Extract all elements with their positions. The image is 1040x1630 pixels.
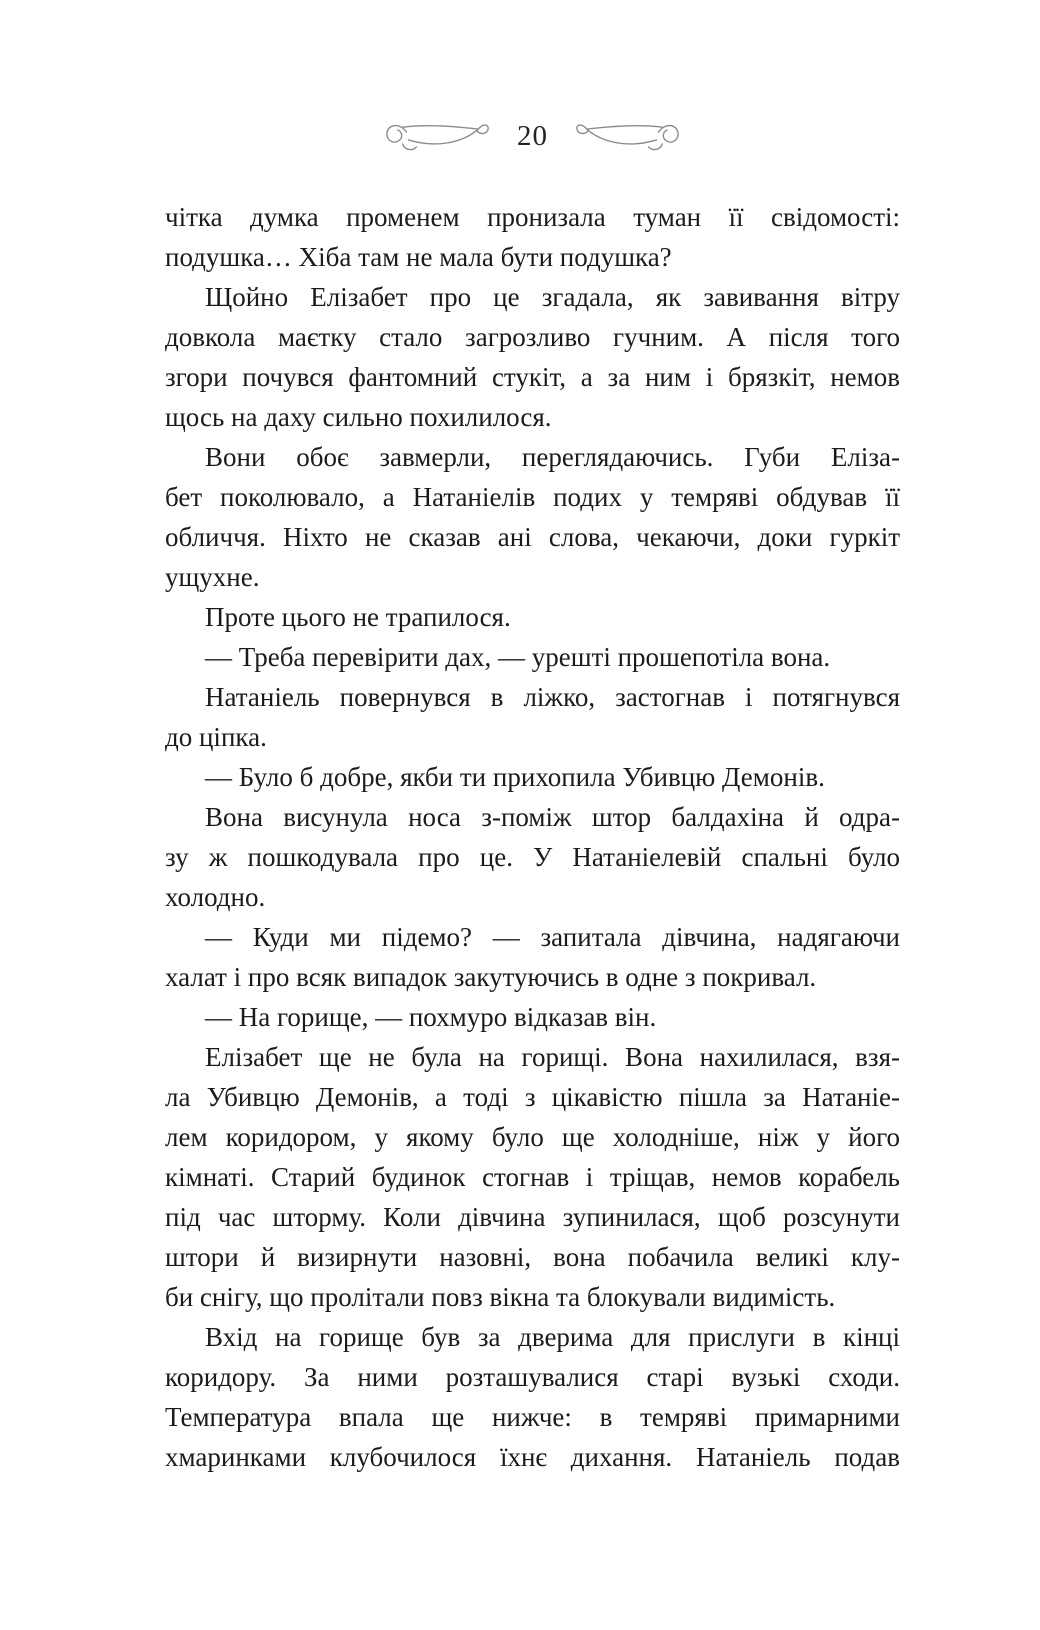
paragraph [165,437,900,597]
text-line: Натаніель повернувся в ліжко, застогнав і потягнувся [205,682,900,712]
text-line: довкола маєтку стало загрозливо гучним. А після того [165,322,900,352]
text-line: Елізабет ще не була на горищі. Вона нахилилася, взя- [205,1042,900,1072]
paragraph [165,997,900,1037]
text-line: подушка… Хіба там не мала бути подушка? [165,242,672,272]
text-line: хмаринками клубочилося їхнє дихання. Натаніель подав [165,1442,900,1472]
text-line: — Куди ми підемо? — запитала дівчина, надягаючи [205,922,900,952]
text-line: ущухне. [165,562,260,592]
text-line: штори й визирнути назовні, вона побачила великі клу- [165,1242,900,1272]
text-line: Вона висунула носа з-поміж штор балдахіна й одра- [205,802,900,832]
text-line: Щойно Елізабет про це згадала, як завивання вітру [205,282,900,312]
text-line: ла Убивцю Демонів, а тоді з цікавістю пішла за Натаніе- [165,1082,900,1112]
text-line: халат і про всяк випадок закутуючись в одне з покривал. [165,962,817,992]
paragraph [165,1317,900,1477]
page-header [165,116,900,156]
text-line: до ціпка. [165,722,267,752]
paragraph [165,197,900,277]
text-line: під час шторму. Коли дівчина зупинилася, щоб розсунути [165,1202,900,1232]
paragraph [165,677,900,757]
paragraph [165,1037,900,1317]
page-number: 20 [517,120,548,152]
flourish-left-icon [383,116,491,156]
paragraph [165,277,900,437]
text-line: коридору. За ними розташувалися старі вузькі сходи. [165,1362,900,1392]
text-line: — На горище, — похмуро відказав він. [205,1002,657,1032]
text-line: — Було б добре, якби ти прихопила Убивцю Демонів. [205,762,825,792]
paragraph [165,797,900,917]
text-line: згори почувся фантомний стукіт, а за ним і брязкіт, немов [165,362,900,392]
flourish-right-icon [574,116,682,156]
text-line: обличчя. Ніхто не сказав ані слова, чекаючи, доки гуркіт [165,522,900,552]
paragraph [165,597,900,637]
paragraph [165,917,900,997]
text-line: Проте цього не трапилося. [205,602,511,632]
text-line: Вони обоє завмерли, переглядаючись. Губи Еліза- [205,442,900,472]
text-line: би снігу, що пролітали повз вікна та блокували видимість. [165,1282,836,1312]
paragraph [165,757,900,797]
text-line: лем коридором, у якому було ще холодніше, ніж у його [165,1122,900,1152]
text-line: холодно. [165,882,266,912]
text-line: бет поколювало, а Натаніелів подих у темряві обдував її [165,482,900,512]
text-line: чітка думка променем пронизала туман її свідомості: [165,202,900,232]
paragraph [165,637,900,677]
text-line: кімнаті. Старий будинок стогнав і тріщав, немов корабель [165,1162,900,1192]
text-line: Температура впала ще нижче: в темряві примарними [165,1402,900,1432]
body-text [165,197,900,1477]
text-line: зу ж пошкодувала про це. У Натаніелевій спальні було [165,842,900,872]
text-line: Вхід на горище був за дверима для прислуги в кінці [205,1322,900,1352]
text-line: щось на даху сильно похилилося. [165,402,552,432]
text-line: — Треба перевірити дах, — урешті прошепотіла вона. [205,642,831,672]
